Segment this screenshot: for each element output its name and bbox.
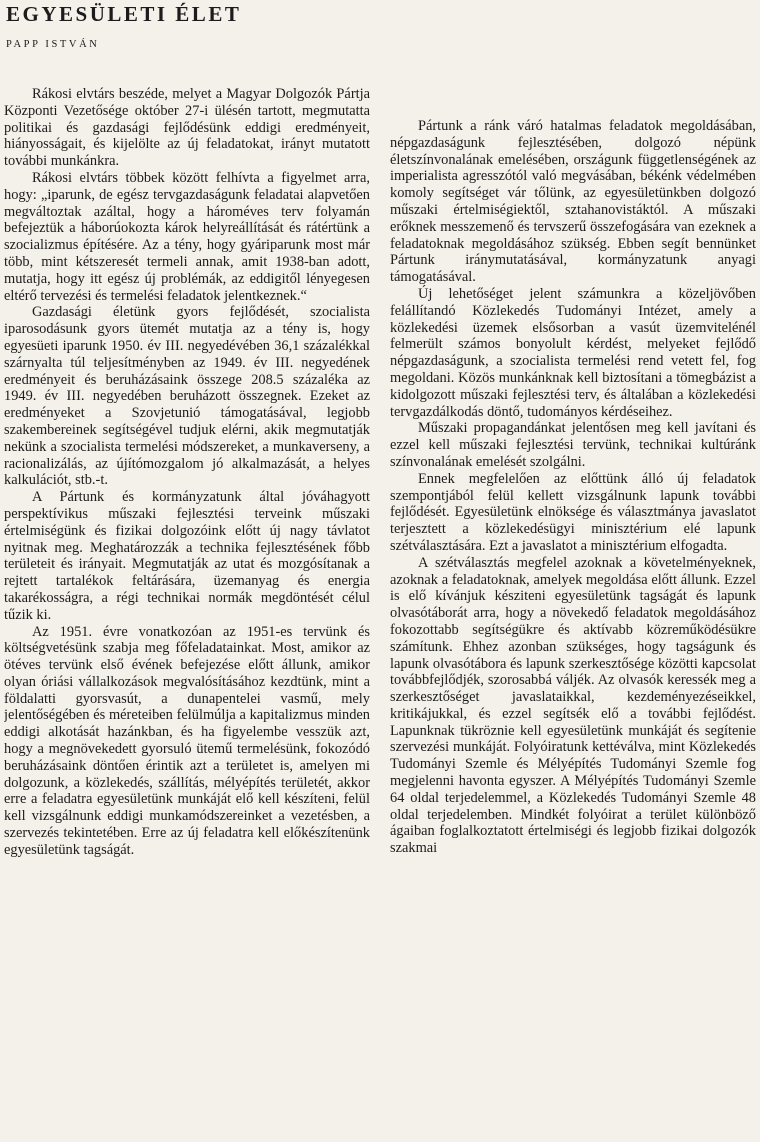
author-name: PAPP ISTVÁN — [6, 39, 100, 50]
paragraph: Ennek megfelelően az előttünk álló új feladatok szempontjából felül kellett vizsgálnunk lapunk további fejlődését. Egyesületünk elnöksége és választmánya javaslatot terjesztett a közlekedésügyi minisztérium elé lapunk szétválasztására. Ezt a javaslatot a minisztérium elfogadta. — [390, 470, 756, 554]
paragraph: Gazdasági életünk gyors fejlődését, szocialista iparosodásunk gyors ütemét mutatja az a tény is, hogy egyesüeti iparunk 1950. év III. negyedévében 36,1 százalékkal szárnyalta túl teljesítményben az 1949. év III. negyedének eredményeit és beruházásaink összege 208.5 százaléka az 1949. év III. negyedében beruházott összegnek. Ezeket az eredményeket a Szovjetunió támogatásával, legjobb szakembereinek segítségével tudjuk elérni, akik megmutatják nekünk a szocialista termelési módszereket, a munkaverseny, a racionalizálás, az újítómozgalom jó alkalmazását, a helyes kalkulációt, stb.-t. — [4, 304, 370, 489]
paragraph: Pártunk a ránk váró hatalmas feladatok megoldásában, népgazdaságunk fejlesztésében, dolgozó népünk életszínvonalának emelésében, országunk függetlenségének az imperialista agresszótól való megvásában, békénk védelmében komoly segítséget vár tőlünk, az egyesületünkben dolgozó műszaki értelmiségiektől, sztahanovistáktól. A műszaki erőknek messzemenő és tervszerű összefogására van ezeknek a feladatoknak megoldásához szükség. Ebben segít bennünket Pártunk iránymutatásával, kormányzatunk anyagi támogatásával. — [390, 118, 756, 286]
paragraph: Új lehetőséget jelent számunkra a közeljövőben felállítandó Közlekedés Tudományi Intézet, amely a közlekedési üzemek elsősorban a vasút üzemvitelénél felmerült számos bonyolult kérdést, melyeket fejlődő népgazdaságunk, a szocialista termelési rend vetett fel, fog megoldani. Közös munkánknak kell biztosítani a tömegbázist a kidolgozott műszaki fejlesztési terv, és általában a közlekedési tervgazdálkodás döntő, tudományos kérdéseihez. — [390, 285, 756, 420]
paragraph: Rákosi elvtárs többek között felhívta a figyelmet arra, hogy: „iparunk, de egész tervgazdaságunk feladatai alapvetően megváltoztak azáltal, hogy a hároméves terv folyamán befejeztük a háborúokozta károk helyreállítását és rátértünk a szocializmus építésére. Az a tény, hogy gyáriparunk most már több, mint kétszeresét termeli annak, amit 1938-ban adott, mutatja, hogy itt egész új problémák, az eddigitől lényegesen eltérő tervezési és termelési feladatok jelentkeznek.“ — [4, 169, 370, 304]
paragraph: A szétválasztás megfelel azoknak a követelményeknek, azoknak a feladatoknak, amelyek megoldása előtt állunk. Ezzel is elő kívánjuk késziteni egyesületünk tagságát és lapunk olvasótáborát arra, hogy a növekedő feladatok megoldásához fokozottabb segítségükre és aktívabb közreműködésükre számítunk. Ehhez azonban szükséges, hogy tagságunk és lapunk olvasótábora és lapunk szerkesztősége közötti kapcsolat továbbfejlődjék, szorosabbá váljék. Az olvasók keressék meg a szerkesztőséget javaslataikkal, kezdeményezéseikkel, kritikájukkal, és ezzel segítsék elő a további fejlődést. Lapunknak tükröznie kell egyesületünk munkáját és segítenie szervezési munkáját. Folyóiratunk kettéválva, mint Közlekedés Tudományi Szemle és Mélyépítés Tudományi Szemle fog megjelenni havonta egyszer. A Mélyépítés Tudományi Szemle 64 oldal terjedelemmel, a Közlekedés Tudományi Szemle 48 oldal terjedelemben. Mindkét folyóirat a terület különböző ágaiban foglalkoztatott értelmiségi és legjobb fizikai dolgozók szakmai — [390, 554, 756, 857]
paragraph: Műszaki propagandánkat jelentősen meg kell javítani és ezzel kell műszaki fejlesztési tervünk, technikai kultúránk színvonalának emelését szolgálni. — [390, 420, 756, 470]
left-column — [4, 86, 370, 1110]
paragraph: Rákosi elvtárs beszéde, melyet a Magyar Dolgozók Pártja Központi Vezetősége október 27-i ülésén tartott, megmutatta politikai és gazdasági fejlődésünk eddigi eredményeit, hiányosságait, és kijelölte az új feladatokat, irányt mutatott további munkánkra. — [4, 86, 370, 170]
paragraph: Az 1951. évre vonatkozóan az 1951-es tervünk és költségvetésünk szabja meg főfeladatainkat. Most, amikor az ötéves tervünk első évének befejezése előtt állunk, amikor olyan óriási vállalkozások megvalósításához kezdtünk, mint a földalatti gyorsvasút, a dunapentelei vasmű, mely jelentőségében és méreteiben felülmúlja a kapitalizmus minden eddigi alkotását hazánkban, és ha figyelembe vesszük azt, hogy a megnövekedett gyorsuló ütemű termelésünk, fokozódó beruházásaink döntően érintik azt a területet is, amelyen mi dolgozunk, a közlekedés, szállítás, mélyépítés területét, akkor erre a feladatra egyesületünk munkáját elő kell készíteni, felül kell vizsgálnunk eddigi munkamódszereinket a vezetésben, a szervezés tekintetében. Erre az új feladatra kell előkészítenünk egyesületünk tagságát. — [4, 623, 370, 858]
right-column — [390, 118, 756, 1142]
section-title: EGYESÜLETI ÉLET — [6, 2, 242, 26]
paragraph: A Pártunk és kormányzatunk által jóváhagyott perspektívikus műszaki fejlesztési terveink műszaki értelmiségünk és fizikai dolgozóink előtt új nagy távlatot nyitnak meg. Meghatározzák a technika fejlesztésének főbb területeit és irányait. Megmutatják az utat és mozgósítanak a rejtett tartalékok feltárására, üzemanyag és energia takarékosságra, a régi technikai normák megdöntését célul tűzik ki. — [4, 489, 370, 623]
